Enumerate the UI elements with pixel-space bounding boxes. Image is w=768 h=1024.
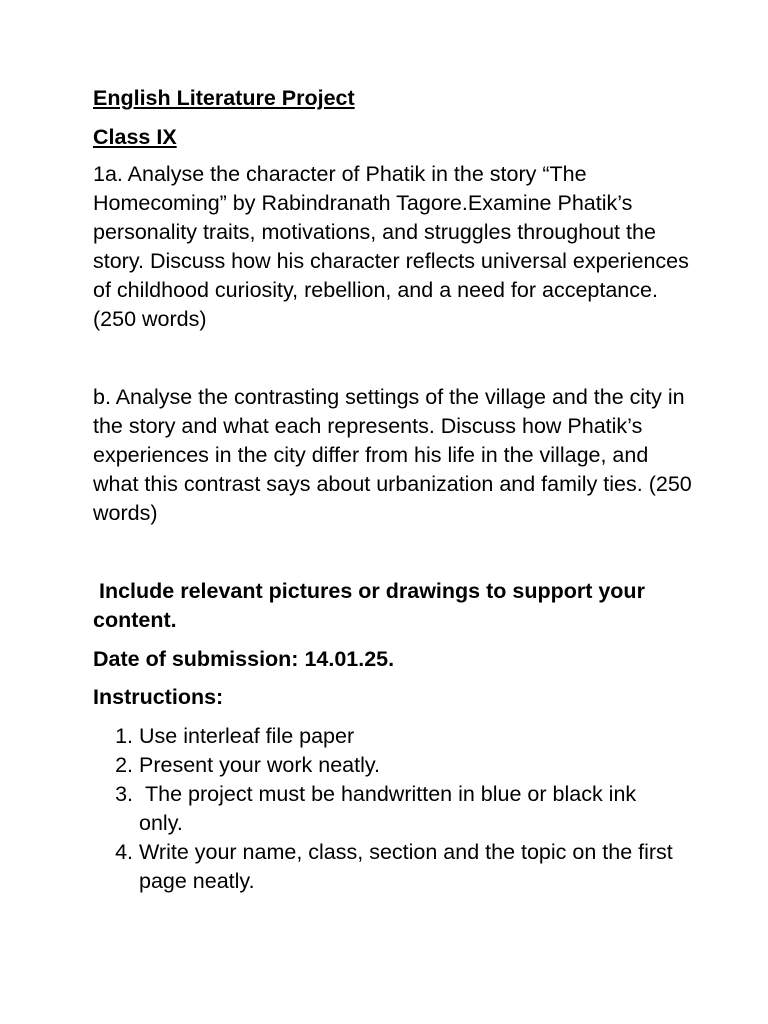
instruction-item: 3. The project must be handwritten in blue or black ink only. — [139, 780, 684, 838]
include-note: Include relevant pictures or drawings to support your content. — [93, 579, 651, 632]
instruction-item: 1. Use interleaf file paper — [139, 722, 684, 751]
class-label: Class IX — [93, 125, 177, 149]
question-1a: 1a. Analyse the character of Phatik in the story “The Homecoming” by Rabindranath Tagore.Examine Phatik’s personality traits, motivations, and struggles throughout the story. Discuss how his character reflects universal experiences of childhood curiosity, rebellion, and a need for acceptance. (250 words) — [93, 162, 689, 331]
submission-date: Date of submission: 14.01.25. — [93, 647, 395, 671]
instruction-item: 4. Write your name, class, section and the topic on the first page neatly. — [139, 838, 684, 896]
document-page — [93, 84, 693, 896]
instructions-list — [93, 722, 684, 896]
instruction-item: 2. Present your work neatly. — [139, 751, 684, 780]
question-1b: b. Analyse the contrasting settings of the village and the city in the story and what each represents. Discuss how Phatik’s experiences in the city differ from his life in the village, and what this contrast says about urbanization and family ties. (250 words) — [93, 385, 692, 525]
project-title: English Literature Project — [93, 86, 355, 110]
instructions-heading: Instructions: — [93, 685, 224, 709]
